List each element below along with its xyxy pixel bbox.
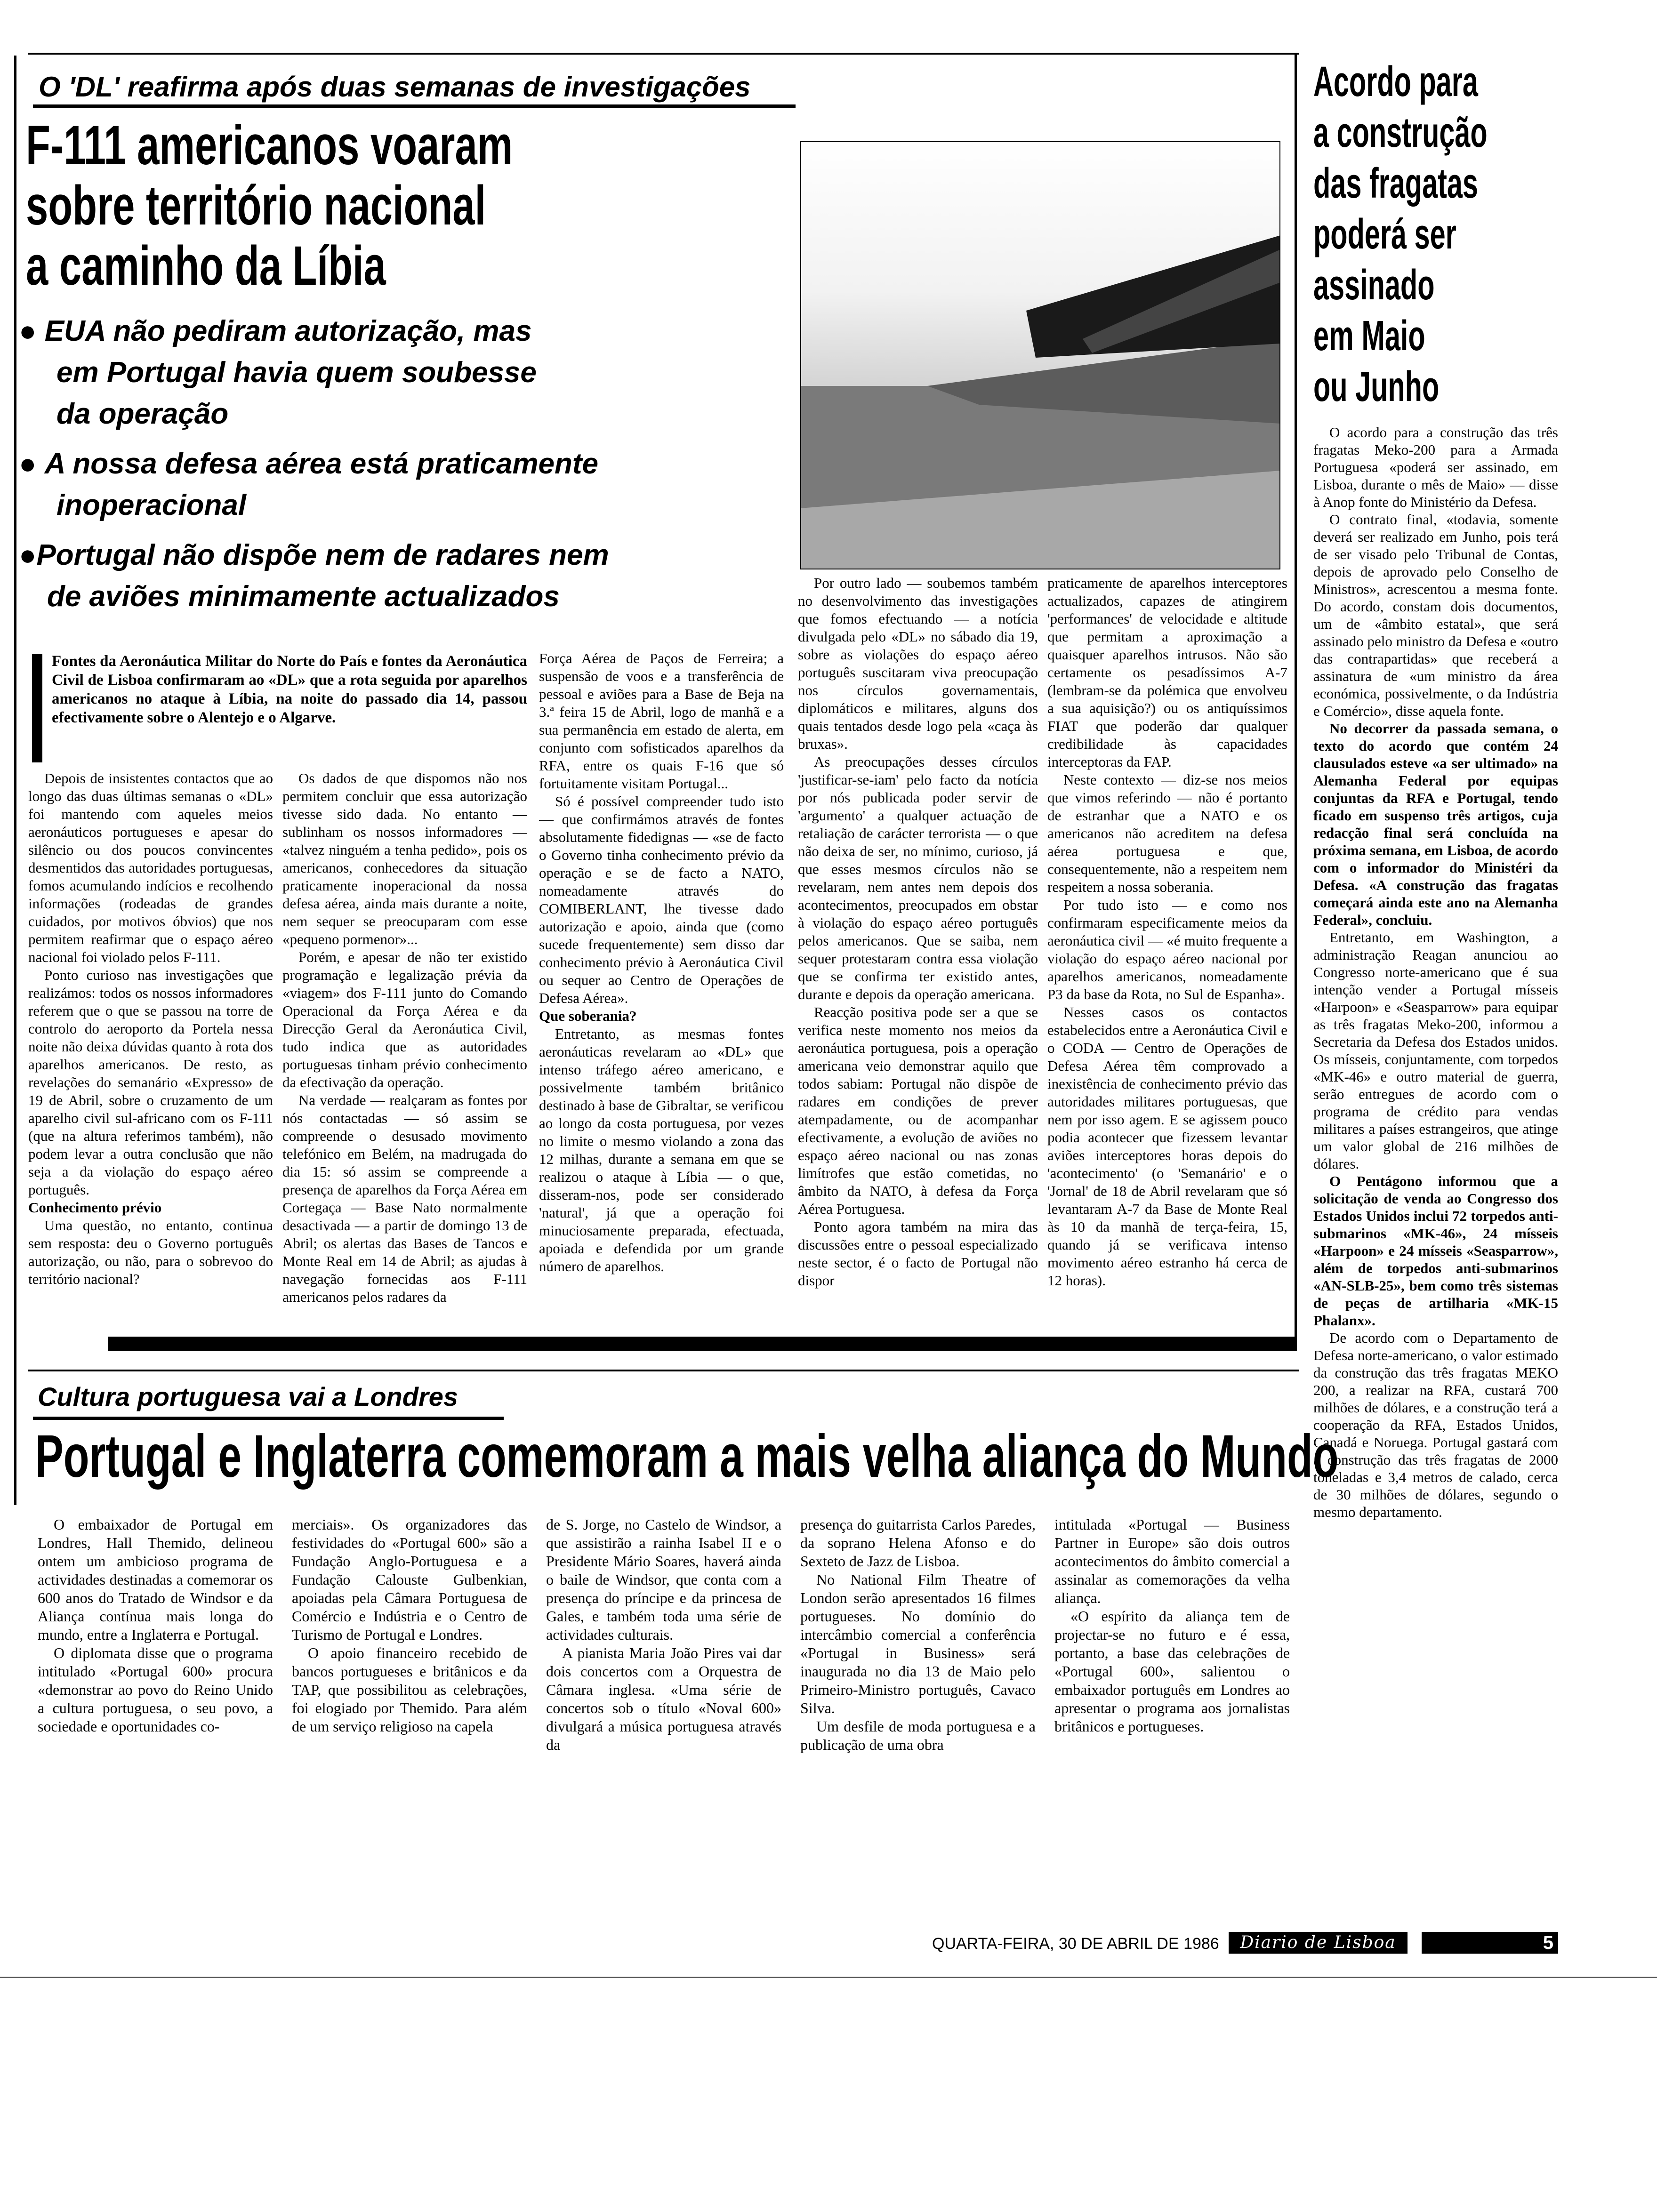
paragraph: Entretanto, em Washington, a administração Reagan anunciou ao Congresso norte-americano que é sua intenção vender a Portugal mísseis «Harpoon» e «Seasparrow» para equipar as três fragatas Meko-200, informou a Secretaria da Defesa dos Estados unidos. Os mísseis, conjuntamente, com torpedos «MK-46» e outro material de guerra, serão entregues de acordo com o programa de crédito para vendas militares a países estrangeiros, que atinge um valor global de 216 milhões de dólares. [1313, 929, 1558, 1172]
paragraph: O embaixador de Portugal em Londres, Hall Themido, delineou ontem um ambicioso programa de actividades destinadas a comemorar os 600 anos do Tratado de Windsor e da Aliança contínua mais longa do mundo, entre a Inglaterra e Portugal. [38, 1516, 273, 1643]
side-headline-line: ou Junho [1313, 363, 1440, 410]
bottom-col-5 [1054, 1515, 1290, 1892]
article-col-3 [539, 649, 784, 1330]
paragraph: O acordo para a construção das três fragatas Meko-200 para a Armada Portuguesa «poderá ser assinado, em Lisboa, durante o mês de Maio» — disse à Anop fonte do Ministério da Defesa. [1313, 424, 1558, 510]
bottom-headline-text: Portugal e Inglaterra comemoram a mais velha aliança do Mundo [35, 1423, 1339, 1490]
side-headline-line: a construção [1313, 109, 1488, 156]
paragraph: Nesses casos os contactos estabelecidos entre a Aeronáutica Civil e o CODA — Centro de Operações de Defesa Aérea têm comprovado a inexistência de conhecimento prévio das autoridades militares portuguesas, que nem por isso agem. E se agissem pouco podia acontecer que fizessem levantar aviões interceptores horas depois do 'acontecimento' (o 'Semanário' e o 'Jornal' de 18 de Abril revelaram que só levantaram A-7 da Base de Monte Real às 10 da manhã de terça-feira, 15, quando já se verificava intenso movimento aéreo estranho há cerca de 12 horas). [1047, 1004, 1287, 1289]
paragraph: Entretanto, as mesmas fontes aeronáuticas revelaram ao «DL» que intenso tráfego aéreo americano, e possivelmente também britânico destinado à base de Gibraltar, se verificou ao longo da costa portuguesa, por vezes no limite o mesmo violando a zona das 12 milhas, durante a semana em que se realizou o ataque à Líbia — o que, disseram-nos, pode ser considerado 'natural', já que a operação foi minuciosamente preparada, efectuada, apoiada e defendida por um grande número de aparelhos. [539, 1026, 784, 1274]
paragraph: A pianista Maria João Pires vai dar dois concertos com a Orquestra de Câmara inglesa. «Uma série de concertos sob o título «Noval 600» divulgará a música portuguesa através da [546, 1644, 781, 1753]
paragraph: presença do guitarrista Carlos Paredes, da soprano Helena Afonso e do Sexteto de Jazz de Lisboa. [800, 1516, 1036, 1570]
side-headline [1313, 56, 1511, 412]
paragraph: O contrato final, «todavia, somente deverá ser realizado em Junho, pois terá de ser visado pelo Tribunal de Contas, depois de aprovado pelo Conselho de Ministros», acrescentou a mesma fonte. Do acordo, constam dois documentos, um de «âmbito estatal», que será assinado pelo ministro da Defesa e «outro das contrapartidas» que receberá a assinatura de «um ministro da área económica, possivelmente, o da Indústria e Comércio», disse aquela fonte. [1313, 511, 1558, 719]
kicker-rule [33, 104, 796, 108]
paragraph: Por tudo isto — e como nos confirmaram especificamente meios da aeronáutica civil — «é muito frequente a violação do espaço aéreo nacional por aparelhos americanos, nomeadamente P3 da base da Rota, no Sul de Espanha». [1047, 897, 1287, 1002]
article-col-1 [28, 769, 273, 1330]
sub2-line-1: A nossa defesa aérea está praticamente [44, 448, 598, 480]
sub3-line-1: Portugal não dispõe nem de radares nem [36, 539, 609, 571]
paragraph: Por outro lado — soubemos também no desenvolvimento das investigações que fomos efectuando — a notícia divulgada pelo «DL» no sábado dia 19, sobre as violações do espaço aéreo português suscitaram viva preocupação nos círculos governamentais, diplomáticos e militares, alguns dos quais tentados desde logo pela «caça às bruxas». [798, 575, 1038, 752]
paragraph: As preocupações desses círculos 'justificar-se-iam' pelo facto da notícia por nós publicada poder servir de 'argumento' a qualquer actuação de retaliação de carácter terrorista — o que não deixa de ser, no mínimo, curioso, já que esses mesmos círculos não se revelaram, nem antes nem depois dos acontecimentos, preocupados em obstar à violação do espaço aéreo português pelos americanos. Que se saiba, nem sequer protestaram contra essa violação que se confirma ter existido antes, durante e depois da operação americana. [798, 753, 1038, 1002]
side-headline-line: Acordo para [1313, 58, 1478, 105]
bottom-headline [35, 1421, 1339, 1492]
bottom-kicker-rule [33, 1417, 504, 1420]
left-border [14, 56, 16, 1505]
sub3-line-2: de aviões minimamente actualizados [47, 580, 560, 613]
paragraph: de S. Jorge, no Castelo de Windsor, a que assistirão a rainha Isabel II e o Presidente Mário Soares, haverá ainda o baile de Windsor, que conta com a presença do príncipe e da princesa de Gales, e também toda uma série de actividades culturais. [546, 1516, 781, 1643]
sub2-line-2: inoperacional [56, 489, 247, 521]
top-border [28, 53, 1299, 55]
subhead-1 [19, 311, 781, 435]
top-story-kicker [39, 71, 792, 103]
subhead-soberania: Que soberania? [539, 1008, 637, 1024]
bottom-col-3 [546, 1515, 781, 1892]
side-headline-line: poderá ser [1313, 211, 1456, 258]
paragraph: Na verdade — realçaram as fontes por nós contactadas — só assim se compreende o desusado movimento telefónico em Belém, na madrugada do dia 15: só assim se compreende a presença de aparelhos da Força Aérea em Cortegaça — Base Nato normalmente desactivada — a partir de domingo 13 de Abril; os alertas das Bases de Tancos e Monte Real em 14 de Abril; as ajudas à navegação fornecidas aos F-111 americanos pelos radares da [282, 1092, 527, 1305]
story-bottom-bar [108, 1337, 1297, 1351]
paragraph: De acordo com o Departamento de Defesa norte-americano, o valor estimado da construção das três fragatas MEKO 200, a realizar na RFA, custará 700 milhões de dólares, e a construção terá a cooperação da RFA, Estados Unidos, Canadá e Noruega. Portugal gastará com a construção das três fragatas de 2000 toneladas e 3,4 metros de calado, cerca de 30 milhões de dólares, segundo o mesmo departamento. [1313, 1330, 1558, 1520]
headline-line-3: a caminho da Líbia [26, 235, 386, 297]
paragraph: Neste contexto — diz-se nos meios que vimos referindo — não é portanto de estranhar que a NATO e os americanos não acreditem na defesa aérea portuguesa e que, consequentemente, não a respeitem nem respeitem a nossa soberania. [1047, 771, 1287, 895]
paragraph: No decorrer da passada semana, o texto do acordo que contém 24 clausulados esteve «a ser ultimado» na Alemanha Federal por equipas conjuntas da RFA e Portugal, tendo ficado em suspenso três artigos, cuja redacção final será concluída na próxima semana, em Lisboa, de acordo com o informador do Ministéri da Defesa. «A construção das fragatas começará ainda este ano na Alemanha Federal», concluiu. [1313, 720, 1558, 928]
footer-date: QUARTA-FEIRA, 30 DE ABRIL DE 1986 [932, 1935, 1219, 1953]
page-number: 5 [1422, 1932, 1558, 1954]
side-headline-line: assinado [1313, 262, 1435, 309]
paragraph: Ponto curioso nas investigações que realizámos: todos os nossos informadores referem que o que se passou na torre de controlo do aeroporto da Portela nessa noite não deixa dúvidas quanto à rota dos aparelhos americanos. De resto, as revelações do semanário «Expresso» de 19 de Abril, sobre o cruzamento de um aparelho civil sul-africano com os F-111 (que na altura referimos também), não podem levar a outra conclusão que não seja a da violação do espaço aéreo português. [28, 967, 273, 1198]
main-headline [26, 115, 803, 296]
bottom-col-4 [800, 1515, 1036, 1892]
article-col-4 [798, 574, 1038, 1330]
bullet-icon: ● [19, 315, 45, 347]
headline-line-2: sobre território nacional [26, 175, 486, 237]
paragraph: praticamente de aparelhos interceptores actualizados, capazes de atingirem 'performances' de velocidade e altitude que permitam a aproximação a quaisquer aparelhos intrusos. Não são certamente os pesadíssimos A-7 (lembram-se da polémica que envolveu a sua aquisição?) ou os antiquíssimos FIAT que poderão dar qualquer credibilidade às capacidades interceptoras da FAP. [1047, 575, 1287, 770]
paragraph: intitulada «Portugal — Business Partner in Europe» são dois outros acontecimentos do âmbito comercial a assinalar as comemorações da velha aliança. [1054, 1516, 1290, 1606]
paragraph: Um desfile de moda portuguesa e a publicação de uma obra [800, 1718, 1036, 1753]
paragraph: Força Aérea de Paços de Ferreira; a suspensão de voos e a transferência de pessoal e aviões para a Base de Beja na 3.ª feira 15 de Abril, logo de manhã e a sua permanência em estado de alerta, em conjunto com sofisticados aparelhos da RFA, entre os quais F-16 que só fortuitamente visitam Portugal... [539, 650, 784, 792]
subheads [19, 311, 781, 617]
side-headline-line: em Maio [1313, 313, 1425, 360]
bullet-icon: ● [19, 539, 37, 571]
paragraph: Só é possível compreender tudo isto — que confirmámos através de fontes absolutamente fidedignas — «se de facto o Governo tinha conhecimento prévio da operação e se de facto a NATO, nomeadamente através do COMIBERLANT, lhe tivesse dado autorização e apoio, ainda que (como sucede frequentemente) sem disso dar conhecimento prévio à Aeronáutica Civil ou sequer ao Centro de Operações de Defesa Aérea». [539, 793, 784, 1006]
paragraph: O diplomata disse que o programa intitulado «Portugal 600» procura «demonstrar ao povo do Reino Unido a cultura portuguesa, o seu povo, a sociedade e oportunidades co- [38, 1644, 273, 1735]
subhead-conhecimento: Conhecimento prévio [28, 1199, 162, 1216]
paragraph: O apoio financeiro recebido de bancos portugueses e britânicos e da TAP, que possibilitou as celebrações, foi elogiado por Themido. Para além de um serviço religioso na capela [292, 1644, 527, 1735]
paragraph: Uma questão, no entanto, continua sem resposta: deu o Governo português autorização, ou não, para o sobrevoo do território nacional? [28, 1217, 273, 1287]
bottom-kicker-text: Cultura portuguesa vai a Londres [38, 1382, 458, 1411]
paragraph: Depois de insistentes contactos que ao longo das duas últimas semanas o «DL» foi mantendo com aqueles meios aeronáuticos portugueses e apesar do silêncio ou dos poucos convincentes desmentidos das autoridades portuguesas, fomos acumulando indícios e recolhendo informações (rodeadas de grandes cuidados, por motivos óbvios) que nos permitem reafirmar que o espaço aéreo nacional foi violado pelos F-111. [28, 770, 273, 965]
paragraph: Reacção positiva pode ser a que se verifica neste momento nos meios da aeronáutica portuguesa, pois a operação americana veio demonstrar aquilo que todos sabiam: Portugal não dispõe de radares em condições de prever atempadamente, ou de acompanhar efectivamente, a evolução de aviões no espaço aéreo nacional ou nas zonas limítrofes que estão cometidas, no âmbito da NATO, à defesa da Força Aérea Portuguesa. [798, 1004, 1038, 1217]
article-col-5 [1047, 574, 1287, 1330]
footer-rule [0, 1977, 1657, 1978]
aircraft-photo-image [800, 141, 1280, 569]
sub1-line-3: da operação [56, 398, 229, 430]
side-story-body [1313, 424, 1558, 1883]
bottom-top-rule [28, 1370, 1299, 1371]
bullet-icon: ● [19, 448, 45, 480]
lead-paragraph [52, 652, 527, 727]
bottom-col-1 [38, 1515, 273, 1892]
kicker-text: O 'DL' reafirma após duas semanas de investigações [39, 71, 751, 103]
aircraft-photo [800, 141, 1280, 569]
bottom-col-2 [292, 1515, 527, 1892]
article-col-2 [282, 769, 527, 1330]
paragraph: «O espírito da aliança tem de projectar-se no futuro e é essa, portanto, a base das celebrações de «Portugal 600», salientou o embaixador português em Londres ao apresentar o programa aos jornalistas britânicos e portugueses. [1054, 1608, 1290, 1735]
paragraph: O Pentágono informou que a solicitação de venda ao Congresso dos Estados Unidos inclui 72 torpedos anti-submarinos «MK-46», 24 mísseis «Harpoon» e 24 mísseis «Seasparrow», além de torpedos anti-submarinos «AN-SLB-25», bem como três sistemas de peças de artilharia «MK-15 Phalanx». [1313, 1173, 1558, 1329]
story-right-border [1295, 53, 1297, 1342]
side-headline-line: das fragatas [1313, 160, 1478, 207]
paragraph: merciais». Os organizadores das festividades do «Portugal 600» são a Fundação Anglo-Portuguesa e a Fundação Calouste Gulbenkian, apoiadas pela Câmara Portuguesa de Comércio e Indústria e o Centro de Turismo de Portugal e Londres. [292, 1516, 527, 1643]
bottom-kicker [38, 1381, 603, 1412]
subhead-2 [19, 443, 781, 526]
subhead-3 [19, 535, 781, 617]
headline-line-1: F-111 americanos voaram [26, 114, 513, 176]
sub1-line-1: EUA não pediram autorização, mas [44, 315, 532, 347]
sub1-line-2: em Portugal havia quem soubesse [56, 356, 537, 389]
paragraph: No National Film Theatre of London serão apresentados 16 filmes portugueses. No domínio do intercâmbio comercial a conferência «Portugal in Business» será inaugurada no dia 13 de Maio pelo Primeiro-Ministro português, Cavaco Silva. [800, 1571, 1036, 1716]
lead-bar [32, 654, 42, 762]
lead-text: Fontes da Aeronáutica Militar do Norte do País e fontes da Aeronáutica Civil de Lisboa confirmaram ao «DL» que a rota seguida por aparelhos americanos no ataque à Líbia, na noite do passado dia 14, passou efectivamente sobre o Alentejo e o Algarve. [52, 653, 527, 726]
paragraph: Os dados de que dispomos não nos permitem concluir que essa autorização tivesse sido dada. No entanto — sublinham os nossos informadores — «talvez ninguém a tenha pedido», pois os americanos, conhecedores da situação praticamente inoperacional da nossa defesa aérea, ainda mais durante a noite, nem sequer se preocuparam com esse «pequeno pormenor»... [282, 770, 527, 947]
paragraph: Porém, e apesar de não ter existido programação e legalização prévia da «viagem» dos F-111 junto do Comando Operacional da Força Aérea e da Direcção Geral da Aeronáutica Civil, tudo indica que as autoridades portuguesas tinham prévio conhecimento da efectivação da operação. [282, 949, 527, 1090]
footer [932, 1932, 1563, 1956]
masthead: Diario de Lisboa [1229, 1932, 1408, 1954]
paragraph: Ponto agora também na mira das discussões entre o pessoal especializado neste sector, é o facto de Portugal não dispor [798, 1218, 1038, 1289]
